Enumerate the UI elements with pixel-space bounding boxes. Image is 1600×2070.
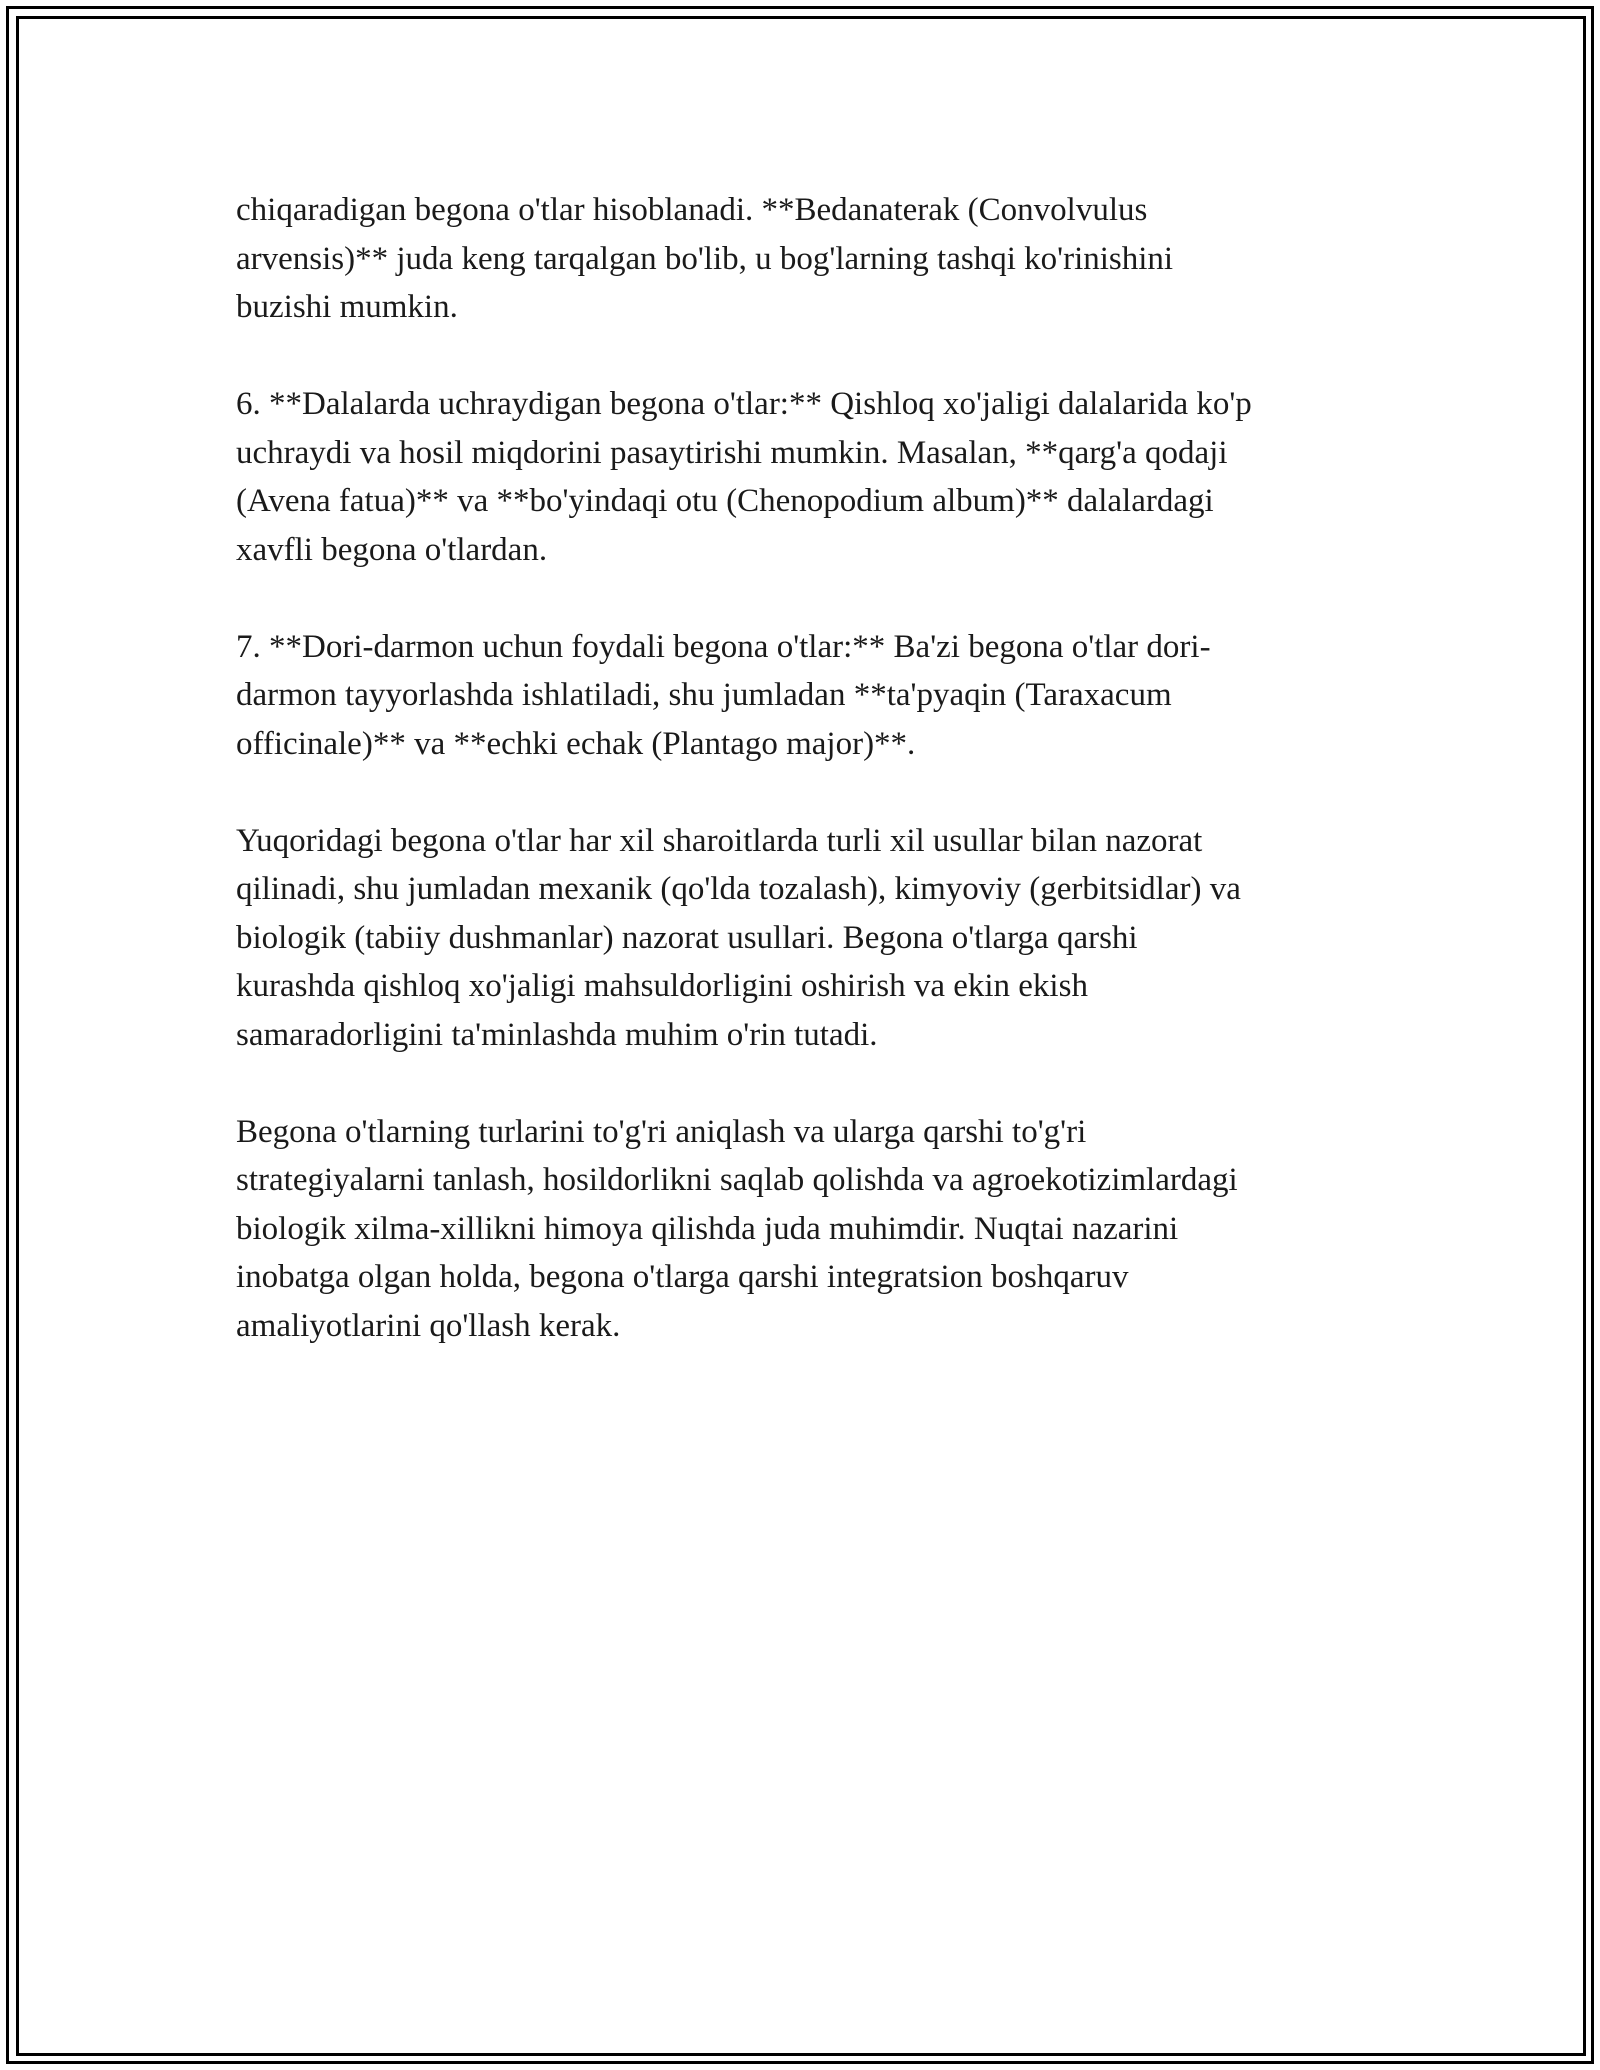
paragraph-field-weeds: 6. **Dalalarda uchraydigan begona o'tlar:** Qishloq xo'jaligi dalalarida ko'p uchraydi va hosil miqdorini pasaytirishi mumkin. Masalan, **qarg'a qodaji (Avena fatua)** va **bo'yindaqi otu (Chenopodium album)** dalalardagi xavfli begona o'tlardan.: [236, 386, 1252, 568]
document-body: [236, 186, 1376, 1399]
paragraph-medicinal-weeds: 7. **Dori-darmon uchun foydali begona o'tlar:** Ba'zi begona o'tlar dori- darmon tayyorlashda ishlatiladi, shu jumladan **ta'pyaqin (Taraxacum officinale)** va **echki echak (Plantago major)**.: [236, 628, 1211, 762]
paragraph-convolvulus: chiqaradigan begona o'tlar hisoblanadi. **Bedanaterak (Convolvulus arvensis)** juda keng tarqalgan bo'lib, u bog'larning tashqi ko'rinishini buzishi mumkin.: [236, 192, 1174, 325]
paragraph-conclusion: Begona o'tlarning turlarini to'g'ri aniqlash va ularga qarshi to'g'ri strategiyalarni tanlash, hosildorlikni saqlab qolishda va agroekotizimlardagi biologik xilma-xillikni himoya qilishda juda muhimdir. Nuqtai nazarini inobatga olgan holda, begona o'tlarga qarshi integratsion boshqaruv amaliyotlarini qo'llash kerak.: [236, 1113, 1238, 1344]
paragraph-control-methods: Yuqoridagi begona o'tlar har xil sharoitlarda turli xil usullar bilan nazorat qilinadi, shu jumladan mexanik (qo'lda tozalash), kimyoviy (gerbitsidlar) va biologik (tabiiy dushmanlar) nazorat usullari. Begona o'tlarga qarshi kurashda qishloq xo'jaligi mahsuldorligini oshirish va ekin ekish samaradorligini ta'minlashda muhim o'rin tutadi.: [236, 822, 1241, 1053]
